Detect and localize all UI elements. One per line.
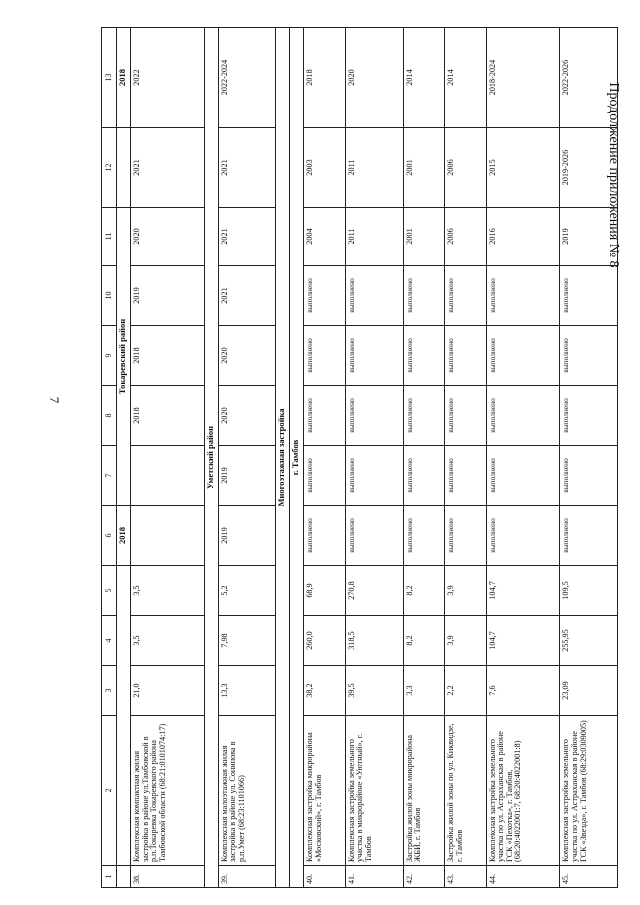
- object-name: Комплексная застройка земельного участка по ул. Астраханская в районе ГСК «Пехотка», г. Тамбов, (68:20:4022001:7, 68:20:4022001:8): [486, 716, 560, 866]
- table-cell: 2019: [218, 446, 276, 506]
- table-cell: выполнено: [304, 446, 346, 506]
- table-cell: 2021: [131, 128, 205, 208]
- table-cell: 2019: [218, 506, 276, 566]
- table-cell: 2020: [345, 28, 403, 128]
- table-cell: 7,6: [486, 666, 560, 716]
- row-number: 43.: [445, 866, 487, 888]
- table-cell: 260,0: [304, 616, 346, 666]
- table-cell: 2011: [345, 208, 403, 266]
- table-cell: 21,0: [131, 666, 205, 716]
- table-cell: выполнено: [403, 326, 445, 386]
- table-cell: выполнено: [560, 506, 618, 566]
- section-heading: Многоэтажная застройка: [276, 28, 290, 888]
- table-cell: выполнено: [560, 326, 618, 386]
- table-cell: 2006: [445, 208, 487, 266]
- column-number: 13: [102, 28, 117, 128]
- table-cell: 2014: [445, 28, 487, 128]
- table-cell: выполнено: [560, 386, 618, 446]
- table-cell: 8,2: [403, 566, 445, 616]
- table-cell: 2018: [117, 506, 131, 566]
- table-cell: 2020: [131, 208, 205, 266]
- table-cell: 7,98: [218, 616, 276, 666]
- row-number: 42.: [403, 866, 445, 888]
- table-cell: выполнено: [445, 446, 487, 506]
- table-cell: 2003: [304, 128, 346, 208]
- table-cell: 8,2: [403, 616, 445, 666]
- table-cell: 2014: [403, 28, 445, 128]
- table-cell: 2018: [117, 28, 131, 128]
- table-cell: [131, 446, 205, 506]
- table-cell: 2019: [560, 208, 618, 266]
- table-row-39: [218, 28, 276, 888]
- column-number: 5: [102, 566, 117, 616]
- appendix-table: [101, 27, 618, 888]
- object-name: Комплексная малоэтажная жилая застройка в районе ул. Сонинова в р.п.Умет (68:23:1101066): [218, 716, 276, 866]
- table-cell: выполнено: [304, 386, 346, 446]
- table-cell: выполнено: [403, 266, 445, 326]
- row-number: 39.: [218, 866, 276, 888]
- table-cell: 2019-2026: [560, 128, 618, 208]
- table-cell: выполнено: [345, 326, 403, 386]
- table-cell: выполнено: [345, 386, 403, 446]
- table-cell: 2,2: [445, 666, 487, 716]
- table-cell: 2015: [486, 128, 560, 208]
- region-row-tokarevsky: [117, 28, 131, 888]
- column-number: 12: [102, 128, 117, 208]
- page-number: 7: [47, 396, 62, 404]
- region-row-umetsky: [204, 28, 218, 888]
- table-cell: выполнено: [486, 326, 560, 386]
- column-number: 7: [102, 446, 117, 506]
- table-cell: 2020: [218, 326, 276, 386]
- table-cell: выполнено: [445, 266, 487, 326]
- row-number: 44.: [486, 866, 560, 888]
- appendix-title: Продолжение приложения № 8: [606, 82, 621, 268]
- table-cell: 2022: [131, 28, 205, 128]
- column-number: 1: [102, 866, 117, 888]
- table-cell: 38,2: [304, 666, 346, 716]
- table-cell: выполнено: [445, 326, 487, 386]
- table-cell: выполнено: [345, 266, 403, 326]
- table-cell: 3,9: [445, 616, 487, 666]
- column-number: 11: [102, 208, 117, 266]
- table-cell: 2018: [304, 28, 346, 128]
- object-name: Комплексная застройка земельного участка в микрорайоне «Уютный», г. Тамбов: [345, 716, 403, 866]
- table-cell: выполнено: [445, 506, 487, 566]
- table-cell: 2019: [131, 266, 205, 326]
- table-cell: 68,9: [304, 566, 346, 616]
- table-cell: 2018-2024: [486, 28, 560, 128]
- table-cell: 2018: [131, 386, 205, 446]
- object-name: Комплексная застройка земельного участка по ул. Астраханская в районе ГСК «Звезда», г. Тамбов (68:29:0309005): [560, 716, 618, 866]
- table-row-38: [131, 28, 205, 888]
- table-row-42: [403, 28, 445, 888]
- column-number: 4: [102, 616, 117, 666]
- object-name: Комплексная застройка микрорайона «Московский», г. Тамбов: [304, 716, 346, 866]
- column-number-row: [102, 28, 117, 888]
- region-row-multistorey: [276, 28, 290, 888]
- table-cell: выполнено: [345, 446, 403, 506]
- table-cell: 2021: [218, 266, 276, 326]
- table-cell: 2018: [131, 326, 205, 386]
- table-cell: выполнено: [486, 506, 560, 566]
- row-number: 41.: [345, 866, 403, 888]
- table-cell: 2022-2026: [560, 28, 618, 128]
- table-cell: 2016: [486, 208, 560, 266]
- table-row-45: [560, 28, 618, 888]
- table-cell: 3,5: [131, 616, 205, 666]
- table-cell: 270,8: [345, 566, 403, 616]
- column-number: 10: [102, 266, 117, 326]
- table-cell: 2001: [403, 208, 445, 266]
- row-number: 40.: [304, 866, 346, 888]
- table-cell: выполнено: [304, 326, 346, 386]
- table-cell: 2021: [218, 128, 276, 208]
- row-number: 38.: [131, 866, 205, 888]
- table-cell: 104,7: [486, 566, 560, 616]
- table-row-44: [486, 28, 560, 888]
- table-cell: 318,5: [345, 616, 403, 666]
- table-cell: выполнено: [486, 446, 560, 506]
- table-cell: 3,5: [131, 566, 205, 616]
- table-cell: 109,5: [560, 566, 618, 616]
- table-cell: выполнено: [403, 506, 445, 566]
- table-cell: 5,2: [218, 566, 276, 616]
- region-heading: Токаревский район: [117, 208, 131, 506]
- row-number: 45.: [560, 866, 618, 888]
- city-heading: г. Тамбов: [290, 28, 304, 888]
- column-number: 2: [102, 716, 117, 866]
- table-cell: 3,9: [445, 566, 487, 616]
- table-cell: 104,7: [486, 616, 560, 666]
- object-name: Застройка жилой зоны по ул. Киквидзе, г. Тамбов: [445, 716, 487, 866]
- table-cell: 2001: [403, 128, 445, 208]
- table-row-40: [304, 28, 346, 888]
- table-row-41: [345, 28, 403, 888]
- column-number: 6: [102, 506, 117, 566]
- table-cell: 2011: [345, 128, 403, 208]
- table-row-43: [445, 28, 487, 888]
- table-cell: [131, 506, 205, 566]
- table-cell: выполнено: [403, 446, 445, 506]
- object-name: Застройка жилой зоны микрорайона ЖБИ, г. Тамбов: [403, 716, 445, 866]
- column-number: 8: [102, 386, 117, 446]
- table-cell: 23,09: [560, 666, 618, 716]
- table-cell: выполнено: [445, 386, 487, 446]
- table-cell: выполнено: [486, 386, 560, 446]
- table-cell: 2006: [445, 128, 487, 208]
- table-cell: 2021: [218, 208, 276, 266]
- table-cell: выполнено: [304, 506, 346, 566]
- table-cell: 3,3: [403, 666, 445, 716]
- region-heading: Уметский район: [204, 28, 218, 888]
- object-name: Комплексная компактная жилая застройка в районе ул.Тамбовской в р.п.Токаревка Токаревского района Тамбовской области (68:21:0101074:17): [131, 716, 205, 866]
- table-cell: 39,5: [345, 666, 403, 716]
- table-cell: выполнено: [304, 266, 346, 326]
- table-cell: 2020: [218, 386, 276, 446]
- table-cell: выполнено: [560, 266, 618, 326]
- table-cell: 13,3: [218, 666, 276, 716]
- appendix-table-frame: [101, 28, 618, 888]
- table-cell: 2022-2024: [218, 28, 276, 128]
- table-cell: 2004: [304, 208, 346, 266]
- column-number: 9: [102, 326, 117, 386]
- table-cell: выполнено: [486, 266, 560, 326]
- table-cell: выполнено: [403, 386, 445, 446]
- region-row-tambov: [290, 28, 304, 888]
- column-number: 3: [102, 666, 117, 716]
- table-cell: выполнено: [560, 446, 618, 506]
- table-cell: выполнено: [345, 506, 403, 566]
- table-cell: 255,95: [560, 616, 618, 666]
